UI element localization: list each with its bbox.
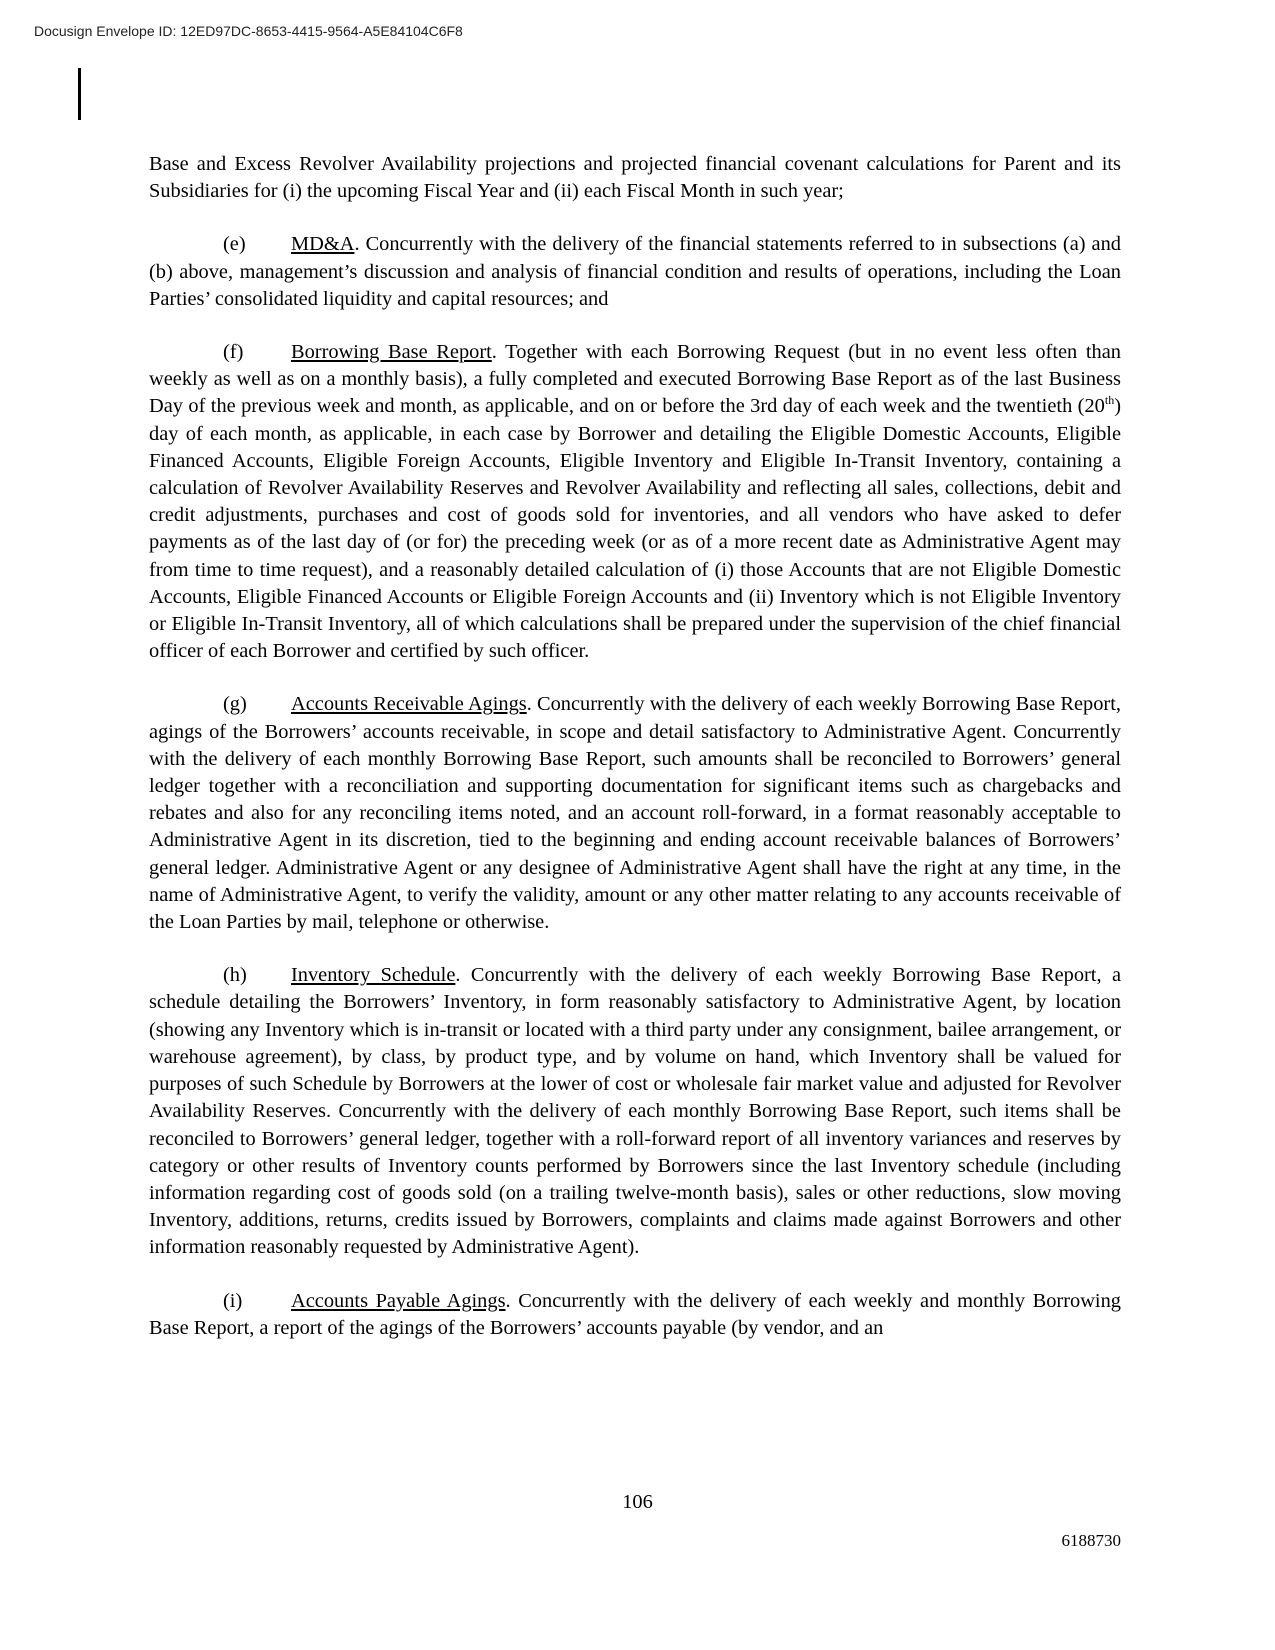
- section-text: . Concurrently with the delivery of the financial statements referred to in subsections (a) and (b) above, management’s discussion and analysis of financial condition and results of operations, including the Loan Parties’ consolidated liquidity and capital resources; and: [149, 233, 1121, 310]
- section-text: . Together with each Borrowing Request (but in no event less often than weekly as well as on a monthly basis), a fully completed and executed Borrowing Base Report as of the last Business Day of the previous week and month, as applicable, and on or before the 3rd day of each week and the twentieth (20: [149, 341, 1121, 418]
- change-bar: [78, 68, 81, 120]
- ordinal-superscript: th: [1104, 393, 1115, 408]
- page-number: 106: [622, 1491, 653, 1513]
- section-caption: Inventory Schedule: [291, 964, 456, 987]
- envelope-id-header: Docusign Envelope ID: 12ED97DC-8653-4415-9564-A5E84104C6F8: [34, 23, 463, 39]
- section-i: [149, 1288, 1121, 1342]
- section-label: (g): [223, 693, 247, 716]
- section-caption: Accounts Receivable Agings: [291, 693, 527, 716]
- section-label: (h): [223, 964, 247, 987]
- section-caption: MD&A: [291, 233, 355, 256]
- section-text-continued: ) day of each month, as applicable, in each case by Borrower and detailing the Eligible Domestic Accounts, Eligible Financed Accounts, Eligible Foreign Accounts, Eligible Inventory and Eligible In-Transit Inventory, containing a calculation of Revolver Availability Reserves and Revolver Availability and reflecting all sales, collections, debit and credit adjustments, purchases and cost of goods sold for inventories, and all vendors who have asked to defer payments as of the last day of (or for) the preceding week (or as of a more recent date as Administrative Agent may from time to time request), and a reasonably detailed calculation of (i) those Accounts that are not Eligible Domestic Accounts, Eligible Financed Accounts or Eligible Foreign Accounts and (ii) Inventory which is not Eligible Inventory or Eligible In-Transit Inventory, all of which calculations shall be prepared under the supervision of the chief financial officer of each Borrower and certified by such officer.: [149, 395, 1121, 663]
- section-label: (e): [223, 233, 246, 256]
- section-text: . Concurrently with the delivery of each weekly and monthly Borrowing Base Report, a report of the agings of the Borrowers’ accounts payable (by vendor, and an: [149, 1289, 1121, 1339]
- section-text: . Concurrently with the delivery of each weekly Borrowing Base Report, agings of the Borrowers’ accounts receivable, in scope and detail satisfactory to Administrative Agent. Concurrently with the delivery of each monthly Borrowing Base Report, such amounts shall be reconciled to Borrowers’ general ledger together with a reconciliation and supporting documentation for significant items such as chargebacks and rebates and also for any reconciling items noted, and an account roll-forward, in a format reasonably acceptable to Administrative Agent in its discretion, tied to the beginning and ending account receivable balances of Borrowers’ general ledger. Administrative Agent or any designee of Administrative Agent shall have the right at any time, in the name of Administrative Agent, to verify the validity, amount or any other matter relating to any accounts receivable of the Loan Parties by mail, telephone or otherwise.: [149, 693, 1121, 934]
- section-caption: Borrowing Base Report: [291, 341, 492, 364]
- document-number: 6188730: [1061, 1531, 1121, 1550]
- continuation-text: Base and Excess Revolver Availability projections and projected financial covenant calculations for Parent and its Subsidiaries for (i) the upcoming Fiscal Year and (ii) each Fiscal Month in such year;: [149, 153, 1121, 203]
- section-caption: Accounts Payable Agings: [291, 1289, 506, 1312]
- continuation-paragraph: [149, 151, 1121, 205]
- section-label: (i): [223, 1289, 243, 1312]
- document-body: [149, 151, 1121, 1342]
- section-h: [149, 962, 1121, 1261]
- section-g: [149, 691, 1121, 936]
- section-f: [149, 339, 1121, 665]
- section-text: . Concurrently with the delivery of each weekly Borrowing Base Report, a schedule detailing the Borrowers’ Inventory, in form reasonably satisfactory to Administrative Agent, by location (showing any Inventory which is in-transit or located with a third party under any consignment, bailee arrangement, or warehouse agreement), by class, by product type, and by volume on hand, which Inventory shall be valued for purposes of such Schedule by Borrowers at the lower of cost or wholesale fair market value and adjusted for Revolver Availability Reserves. Concurrently with the delivery of each monthly Borrowing Base Report, such items shall be reconciled to Borrowers’ general ledger, together with a roll-forward report of all inventory variances and reserves by category or other results of Inventory counts performed by Borrowers since the last Inventory schedule (including information regarding cost of goods sold (on a trailing twelve-month basis), sales or other reductions, slow moving Inventory, additions, returns, credits issued by Borrowers, complaints and claims made against Borrowers and other information reasonably requested by Administrative Agent).: [149, 964, 1121, 1259]
- section-label: (f): [223, 341, 244, 364]
- section-e: [149, 231, 1121, 313]
